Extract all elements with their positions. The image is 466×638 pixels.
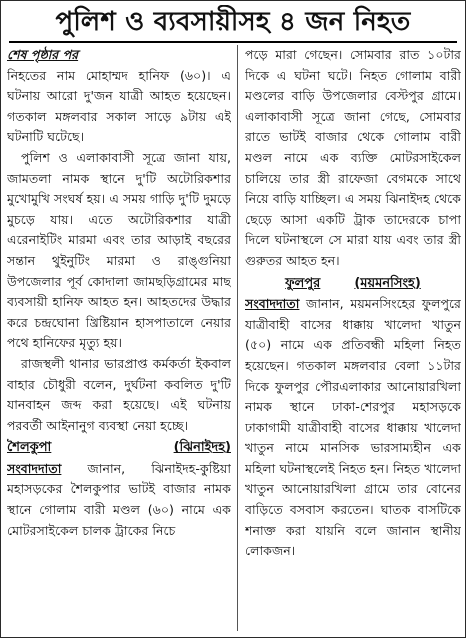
byline: সংবাদদাতা: [7, 460, 62, 476]
subheading-district: (ঝিনাইদহ): [173, 440, 231, 456]
paragraph: পুলিশ ও এলাকাবাসী সূত্রে জানা যায়, জামতলা নামক স্থানে দু'টি অটোরিকশার মুখোমুখি সংঘর্ষ হয়। এ সময় গাড়ি দু'টি দুমড়ে মুচড়ে যায়। এতে অটোরিকশার যাত্রী এরেনাইটিং মারমা এবং তার আড়াই বছরের সন্তান থুইনুটিং মারমা ও রাঙ্গুনিয়া উপজেলার পূর্ব কোদালা জামছড়িগ্রামের মাছ ব্যবসায়ী হানিফ আহত হন। আহতদের উদ্ধার করে চন্দ্রঘোনা খ্রিষ্টিয়ান হাসপাতালে নেয়ার পথে হানিফের মৃত্যু হয়।: [7, 149, 231, 351]
subheading-district: (ময়মনসিংহ): [354, 275, 421, 291]
headline: পুলিশ ও ব্যবসায়ীসহ ৪ জন নিহত: [55, 7, 411, 37]
right-column: [245, 45, 461, 631]
paragraph-text: জানান, ঝিনাইদহ-কুষ্টিয়া মহাসড়কের শৈলকুপার ভাটই বাজার নামক স্থানে গোলাম বারী মণ্ডল (৬০) নামে এক মোটরসাইকেল চালক ট্রাকের নিচে: [7, 460, 231, 538]
byline: সংবাদদাতা: [245, 296, 300, 312]
paragraph: নিহতের নাম মোহাম্মদ হানিফ (৬০)। এ ঘটনায় আরো দু'জন যাত্রী আহত হয়েছেন। গতকাল মঙ্গলবার সকাল সাড়ে ৯টায় এই ঘটনাটি ঘটেছে।: [7, 67, 231, 145]
paragraph: রাজস্থলী থানার ভারপ্রাপ্ত কর্মকর্তা ইকবাল বাহার চৌধুরী বলেন, দুর্ঘটনা কবলিত দু'টি যানবাহন জব্দ করা হয়েছে। এই ঘটনায় পরবর্তী আইনানুগ ব্যবস্থা নেয়া হচ্ছে।: [7, 355, 231, 433]
paragraph-text: জানান, ময়মনসিংহের ফুলপুরে যাত্রীবাহী বাসের ধাক্কায় খালেদা খাতুন (৫০) নামে এক প্রতিবন্ধী মহিলা নিহত হয়েছেন। গতকাল মঙ্গলবার বেলা ১১টার দিকে ফুলপুর পৌরএলাকার আনোয়ারখিলা নামক স্থানে ঢাকা-শেরপুর মহাসড়কে ঢাকাগামী যাত্রীবাহী বাসের ধাক্কায় খালেদা খাতুন নামে মানসিক ভারসাম্যহীন এক মহিলা ঘটনাস্থলেই নিহত হন। নিহত খালেদা খাতুন আনোয়ারখিলা গ্রামে তার বোনের বাড়িতে বসবাস করতেন। ঘাতক বাসটিকে শনাক্ত করা যায়নি বলে জানান স্থানীয় লোকজন।: [245, 296, 461, 559]
continued-label: শেষ পৃষ্ঠার পর: [7, 47, 79, 62]
subheading-place: শৈলকুপা: [7, 440, 52, 456]
paragraph: [7, 459, 231, 541]
headline-rule: [9, 41, 457, 43]
column-divider: [237, 45, 238, 631]
paragraph: পড়ে মারা গেছেন। সোমবার রাত ১০টার দিকে এ ঘটনা ঘটে। নিহত গোলাম বারী মণ্ডলের বাড়ি উপজেলার বেস্টপুর গ্রামে। এলাকাবাসী সূত্রে জানা গেছে, সোমবার রাতে ভাটই বাজার থেকে গোলাম বারী মণ্ডল নামে এক ব্যক্তি মোটরসাইকেল চালিয়ে তার স্ত্রী রাফেজা বেগমকে সাথে নিয়ে বাড়ি যাচ্ছিল। এ সময় ঝিনাইদহ থেকে ছেড়ে আসা একটি ট্রাক তাদেরকে চাপা দিলে ঘটনাস্থলে সে মারা যায় এবং তার স্ত্রী গুরুতর আহত হন।: [245, 47, 461, 268]
subheading: [7, 438, 231, 459]
subheading: [245, 274, 461, 295]
paragraph: [245, 294, 461, 562]
subheading-place: ফুলপুর: [285, 275, 321, 291]
left-column: [7, 45, 231, 631]
